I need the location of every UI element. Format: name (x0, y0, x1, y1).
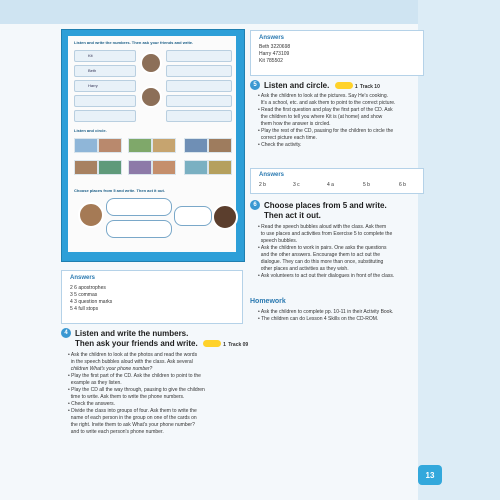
instruction-line: example as they listen. (70, 380, 122, 386)
thumb-row-1 (74, 50, 136, 62)
homework-instructions (258, 309, 428, 323)
instruction-line: dialogue. They can do this more than once, substituting (260, 259, 384, 265)
thumb-speech-bubble-1 (106, 198, 172, 216)
instruction-line: • Read the speech bubbles aloud with the class. Ask them (258, 224, 387, 230)
thumb-card-4 (166, 95, 232, 107)
instruction-line: children What's your phone number? (70, 366, 153, 372)
answer-item: 5 b (363, 182, 370, 188)
instruction-line: • Ask the children to look at the photos and read the words (68, 352, 198, 358)
answer-line: 3 5 commas (70, 292, 98, 298)
thumb-card-3 (166, 80, 232, 92)
thumb-pic (98, 160, 122, 175)
instruction-line: • Play the rest of the CD, pausing for the children to circle the (258, 128, 394, 134)
thumb-photo-girl (140, 52, 162, 74)
answer-line: Beth 3220698 (259, 44, 291, 50)
answers-box-top (250, 30, 424, 76)
thumb-photo-boy (140, 86, 162, 108)
instruction-line: • Ask volunteers to act out their dialogues in front of the class. (258, 273, 395, 279)
section-4-title-line-1: Listen and write the numbers. (75, 329, 189, 338)
thumb-speech-bubble-3 (174, 206, 212, 226)
section-4-instructions (68, 352, 243, 436)
section-number-6: 6 (250, 200, 260, 210)
answers-title: Answers (259, 35, 285, 41)
instruction-line: correct picture each time. (260, 135, 317, 141)
track-number: 1 (354, 84, 358, 90)
thumb-speech-bubble-2 (106, 220, 172, 238)
instruction-line: • The children can do Lesson 4 Skills on the CD-ROM. (258, 316, 379, 322)
thumb-photo-right-child (212, 204, 238, 230)
student-book-thumbnail (61, 29, 245, 262)
thumbnail-page (68, 36, 236, 252)
answers-box-mid (250, 168, 424, 194)
answer-line: 2 6 apostrophes (70, 285, 106, 291)
thumb-row-label-2: Beth (88, 68, 97, 73)
thumb-row-label-3: Harry (88, 83, 98, 88)
thumb-title-3: Choose places from 5 and write. Then act it out. (74, 188, 165, 193)
thumb-pic (208, 138, 232, 153)
section-6-instructions (258, 224, 428, 280)
answer-item: 3 c (293, 182, 300, 188)
page-number: 13 (418, 465, 442, 485)
thumb-row-2 (74, 65, 136, 77)
answer-line: Kit 785502 (259, 58, 283, 64)
answer-line: 4 3 question marks (70, 299, 113, 305)
track-number: 1 (223, 342, 226, 348)
thumb-pic (98, 138, 122, 153)
instruction-line: speech bubbles. (260, 238, 298, 244)
instruction-line: • Check the activity. (258, 142, 302, 148)
section-4-title-text: Then ask your friends and write. (75, 339, 198, 348)
instruction-line: and the other answers. Encourage them to act out the (260, 252, 381, 258)
right-margin-band (418, 0, 500, 500)
answers-box-left (61, 270, 243, 324)
thumb-pic (74, 138, 98, 153)
thumb-card-1 (166, 50, 232, 62)
instruction-line: time to write. Ask them to write the phone numbers. (70, 394, 185, 400)
instruction-line: • Divide the class into groups of four. Ask them to write the (68, 408, 197, 414)
instruction-line: • Ask the children to work in pairs. One asks the questions (258, 245, 387, 251)
thumb-pic (128, 138, 152, 153)
section-6-title-line-1: Choose places from 5 and write. (264, 201, 387, 210)
instruction-line: name of each person in the group on one of the cards on (70, 415, 197, 421)
instruction-line: the children to tell you where Kit is (at home) and show (260, 114, 383, 120)
thumb-pic (152, 138, 176, 153)
cd-track-icon (203, 340, 221, 347)
thumb-title-1: Listen and write the numbers. Then ask your friends and write. (74, 40, 194, 45)
instruction-line: to use places and activities from Exercise 5 to complete the (260, 231, 393, 237)
instruction-line: in the speech bubbles aloud with the class. Ask several (70, 359, 193, 365)
thumb-row-4 (74, 95, 136, 107)
instruction-line: them how the answer is circled. (260, 121, 331, 127)
answers-title: Answers (259, 172, 285, 178)
instruction-line: • Ask the children to complete pp. 10-11 in their Activity Book. (258, 309, 394, 315)
instruction-line: other places and activities as they wish. (260, 266, 349, 272)
section-5-title-text: Listen and circle. (264, 81, 330, 90)
thumb-card-5 (166, 110, 232, 122)
instruction-line: • Play the CD all the way through, pausing to give the children (68, 387, 205, 393)
thumb-pic (152, 160, 176, 175)
section-4-title-line-2 (75, 339, 248, 350)
instruction-line: • Play the first part of the CD. Ask the children to point to the (68, 373, 201, 379)
section-5-title (264, 81, 380, 92)
section-number-4: 4 (61, 328, 71, 338)
answer-line: 5 4 full stops (70, 306, 99, 312)
instruction-line: • Ask the children to look at the pictures. Say He's cooking. (258, 93, 389, 99)
thumb-pic (128, 160, 152, 175)
answers-title: Answers (70, 275, 96, 281)
instruction-line: It's a school, etc. and ask them to point to the correct picture. (260, 100, 396, 106)
track-label: Track 10 (359, 84, 380, 90)
section-5-instructions (258, 93, 428, 149)
thumb-row-3 (74, 80, 136, 92)
thumb-row-label-1: Kit (88, 53, 93, 58)
section-6-title-line-2: Then act it out. (264, 211, 321, 220)
track-label: Track 09 (228, 342, 249, 348)
instruction-line: • Read the first question and play the first part of the CD. Ask (258, 107, 393, 113)
instruction-line: and to write each person's phone number. (70, 429, 164, 435)
thumb-title-2: Listen and circle. (74, 128, 107, 133)
thumb-pic (184, 138, 208, 153)
thumb-pic (208, 160, 232, 175)
answer-item: 2 b (259, 182, 266, 188)
answer-item: 4 a (327, 182, 334, 188)
answer-item: 6 b (399, 182, 406, 188)
thumb-card-2 (166, 65, 232, 77)
section-number-5: 5 (250, 80, 260, 90)
thumb-pic (184, 160, 208, 175)
instruction-line: the right. Invite them to ask What's your phone number? (70, 422, 195, 428)
thumb-photo-left-child (78, 202, 104, 228)
instruction-line: • Check the answers. (68, 401, 116, 407)
answer-line: Harry 473109 (259, 51, 290, 57)
thumb-pic (74, 160, 98, 175)
homework-title: Homework (250, 298, 286, 305)
thumb-row-5 (74, 110, 136, 122)
cd-track-icon (335, 82, 353, 89)
